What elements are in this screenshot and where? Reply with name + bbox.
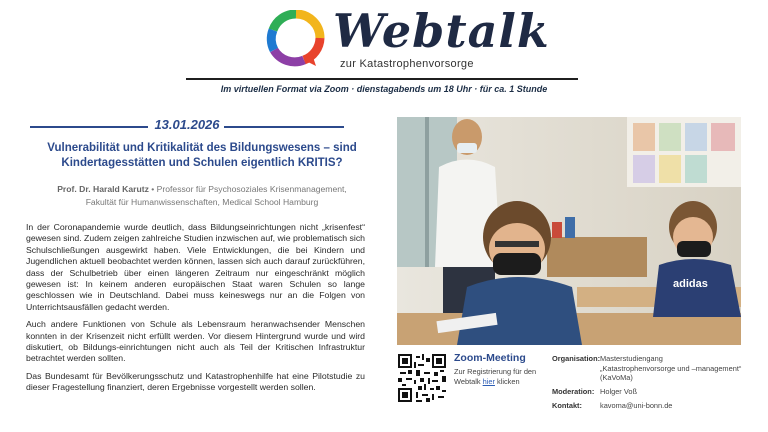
organisation-line2: „Katastrophenvorsorge und –management“ (600, 363, 742, 373)
abstract-text (26, 222, 365, 400)
abstract-paragraph-3: Das Bundesamt für Bevölkerungsschutz und Katastrophenhilfe hat eine Pilotstudie zu dieser Fragestellung finanziert, deren Ergebnisse vorgestellt werden sollen. (26, 370, 365, 393)
registration-link[interactable]: hier (482, 377, 495, 386)
zoom-registration-text (454, 367, 540, 387)
talk-title-line1: Vulnerabilität und Kritikalität des Bildungswesens – sind (47, 142, 357, 154)
speaker-role-line1: • Professor für Psychosoziales Krisenmanagement, (148, 184, 347, 194)
header-divider (186, 78, 578, 80)
contact-email[interactable]: kavoma@uni-bonn.de (600, 401, 673, 410)
moderation-label: Moderation: (552, 387, 595, 396)
date-rule-right (224, 126, 344, 128)
format-line: Im virtuellen Format via Zoom · dienstagabends um 18 Uhr · für ca. 1 Stunde (220, 84, 548, 94)
organisation-label: Organisation: (552, 354, 601, 363)
moderation-value: Holger Voß (600, 387, 637, 396)
brand-subtitle: zur Katastrophenvorsorge (340, 58, 474, 70)
abstract-paragraph-1: In der Coronapandemie wurde deutlich, dass Bildungseinrichtungen nicht „krisenfest“ gewesen sind. Zudem zeigen zahlreiche Studien inzwischen auf, wie problematisch sich Schulschließungen ausgewirkt haben. Viele Entwicklungen, die bei Kindern und Jugendlichen aktuell beobachtet werden können, lassen sich auch darauf zurückführen, dass der Schulbetrieb über einen längeren Zeitraum nur eingeschränkt möglich gewesen ist: In keinem anderen europäischen Staat waren Schulen so lange geschlossen wie in Deutschland. Dabei muss keineswegs nur an die Folgen von Unterrichtsausfällen gedacht werden. (26, 222, 365, 312)
zoom-text-after: klicken (494, 377, 520, 386)
date-rule-left (30, 126, 148, 128)
event-date: 13.01.2026 (154, 117, 220, 132)
shirt-logo-text: adidas (673, 278, 708, 290)
organisation-line3: (KaVoMa) (600, 373, 633, 382)
webtalk-logo-icon (264, 10, 328, 68)
brand-title: Webtalk (333, 4, 550, 58)
speaker-info (22, 183, 382, 209)
abstract-paragraph-2: Auch andere Funktionen von Schule als Lebensraum heranwachsender Menschen konnten in der Krisenzeit nicht erfüllt werden. Vor diesem Hintergrund wurde und wird diskutiert, ob Bildungs-einrichtungen nicht auch als Teil der Kritischen Infrastruktur betrachtet werden sollten. (26, 319, 365, 364)
zoom-meeting-title: Zoom-Meeting (454, 352, 526, 364)
classroom-photo (397, 117, 741, 345)
organisation-line1: Masterstudiengang (600, 354, 663, 363)
speaker-name: Prof. Dr. Harald Karutz (57, 184, 149, 194)
speaker-role-line2: Fakultät für Humanwissenschaften, Medical School Hamburg (85, 197, 319, 207)
qr-code[interactable] (398, 354, 446, 402)
organisation-value (600, 354, 760, 383)
talk-title-line2: Kindertagesstätten und Schulen eigentlich KRITIS? (61, 157, 343, 169)
talk-title (22, 141, 382, 171)
zoom-text-before: Zur Registrierung für den Webtalk (454, 367, 537, 386)
contact-label: Kontakt: (552, 401, 582, 410)
